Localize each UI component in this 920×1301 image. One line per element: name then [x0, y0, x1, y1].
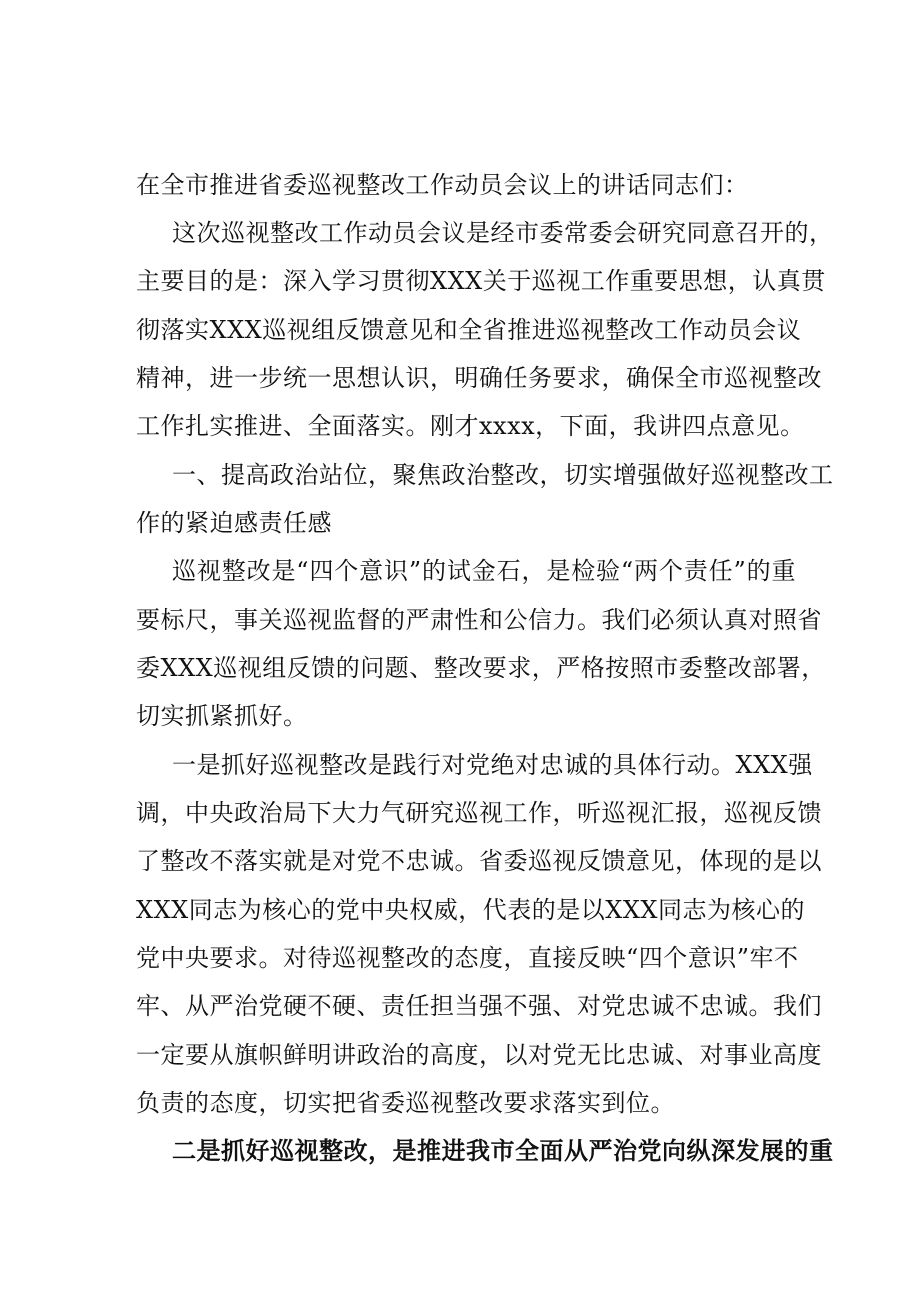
paragraph-line: 牢、从严治党硬不硬、责任担当强不强、对党忠诚不忠诚。我们	[136, 992, 822, 1020]
paragraph-line: 要标尺，事关巡视监督的严肃性和公信力。我们必须认真对照省	[136, 606, 822, 634]
paragraph-line: 负责的态度，切实把省委巡视整改要求落实到位。	[136, 1089, 675, 1117]
paragraph-line: 精神，进一步统一思想认识，明确任务要求，确保全市巡视整改	[136, 364, 822, 392]
section-heading-line: 作的紧迫感责任感	[136, 509, 332, 537]
paragraph-line: 一是抓好巡视整改是践行对党绝对忠诚的具体行动。XXX强	[172, 751, 813, 779]
paragraph-line: 这次巡视整改工作动员会议是经市委常委会研究同意召开的，	[172, 219, 834, 247]
paragraph-line: 了整改不落实就是对党不忠诚。省委巡视反馈意见，体现的是以	[136, 847, 822, 875]
paragraph-line: 一定要从旗帜鲜明讲政治的高度，以对党无比忠诚、对事业高度	[136, 1041, 822, 1069]
document-title: 在全市推进省委巡视整改工作动员会议上的讲话同志们：	[136, 171, 749, 199]
paragraph-line: 切实抓紧抓好。	[136, 702, 308, 730]
section-heading-line: 一、提高政治站位，聚焦政治整改，切实增强做好巡视整改工	[172, 461, 834, 489]
paragraph-line: 工作扎实推进、全面落实。刚才xxxx，下面，我讲四点意见。	[136, 412, 805, 440]
paragraph-line: 党中央要求。对待巡视整改的态度，直接反映“四个意识”牢不	[136, 944, 799, 972]
paragraph-line: XXX同志为核心的党中央权威，代表的是以XXX同志为核心的	[136, 896, 806, 924]
bold-paragraph-line: 二是抓好巡视整改，是推进我市全面从严治党向纵深发展的重	[172, 1136, 834, 1165]
paragraph-line: 巡视整改是“四个意识”的试金石，是检验“两个责任”的重	[172, 557, 796, 585]
paragraph-line: 彻落实XXX巡视组反馈意见和全省推进巡视整改工作动员会议	[136, 316, 802, 344]
paragraph-line: 委XXX巡视组反馈的问题、整改要求，严格按照市委整改部署，	[136, 654, 826, 682]
paragraph-line: 主要目的是：深入学习贯彻XXX关于巡视工作重要思想，认真贯	[136, 267, 826, 295]
paragraph-line: 调，中央政治局下大力气研究巡视工作，听巡视汇报，巡视反馈	[136, 799, 822, 827]
